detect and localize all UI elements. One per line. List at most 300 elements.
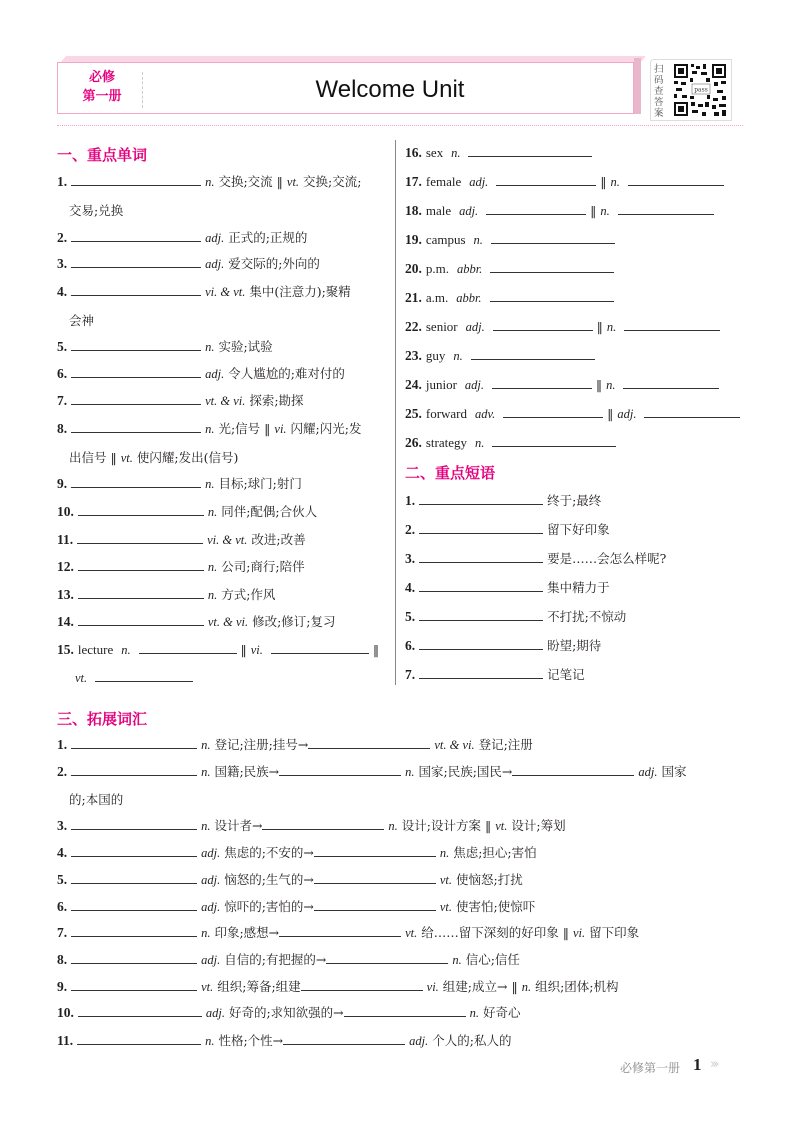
answer-blank[interactable]: [78, 613, 204, 626]
meaning: 印象;感想→: [214, 925, 280, 940]
meaning: 方式;作风: [221, 587, 276, 602]
meaning: 设计者→: [214, 818, 263, 833]
meaning: 要是……会怎么样呢?: [547, 551, 667, 566]
part-of-speech: vi.: [274, 422, 287, 436]
part-of-speech: vi.: [426, 980, 439, 994]
meaning: 组建;成立→: [442, 979, 508, 994]
meaning: 交换;交流;: [303, 174, 362, 189]
part-of-speech: vt.: [495, 819, 508, 833]
part-of-speech: adj.: [201, 900, 221, 914]
item-number: 5.: [57, 872, 68, 887]
meaning: 国家: [661, 764, 687, 779]
part-of-speech: n.: [606, 378, 616, 392]
item-number: 9.: [57, 476, 68, 491]
meaning: 的;本国的: [69, 792, 124, 807]
separator: ‖: [595, 377, 603, 392]
answer-blank[interactable]: [71, 475, 201, 488]
extended-item: [57, 978, 619, 995]
word-item: [57, 338, 273, 355]
answer-blank[interactable]: [301, 978, 423, 991]
item-number: 2.: [405, 522, 416, 537]
answer-blank[interactable]: [78, 586, 204, 599]
word-item-continuation: [69, 311, 94, 329]
headword: female: [425, 174, 462, 189]
answer-blank[interactable]: [279, 924, 401, 937]
part-of-speech: abbr.: [456, 291, 482, 305]
answer-blank[interactable]: [71, 365, 201, 378]
item-number: 6.: [57, 899, 68, 914]
item-number: 1.: [57, 174, 68, 189]
part-of-speech: vi. & vt.: [205, 285, 246, 299]
word-item: [405, 347, 595, 364]
qr-inner-text: pass: [694, 86, 708, 94]
answer-blank[interactable]: [71, 338, 201, 351]
word-item: [405, 144, 592, 161]
separator: ‖: [264, 421, 271, 436]
item-number: 24.: [405, 377, 422, 392]
meaning: 同伴;配偶;合伙人: [221, 504, 318, 519]
part-of-speech: abbr.: [456, 262, 483, 276]
word-item: [57, 613, 336, 630]
phrase-item: [405, 608, 626, 625]
word-item: [405, 260, 614, 277]
item-number: 4.: [57, 284, 68, 299]
meaning: 设计;筹划: [511, 818, 566, 833]
headword: p.m.: [425, 261, 449, 276]
meaning: 使闪耀;发出(信号): [136, 450, 239, 465]
word-item: [57, 531, 306, 548]
item-number: 11.: [57, 1033, 74, 1048]
item-number: 6.: [57, 366, 68, 381]
headword: senior: [425, 319, 458, 334]
meaning: 使害怕;使惊吓: [456, 899, 536, 914]
item-number: 25.: [405, 406, 422, 421]
answer-blank[interactable]: [624, 318, 720, 331]
part-of-speech: adj.: [638, 765, 658, 779]
word-item: [57, 255, 320, 272]
word-item: [405, 434, 616, 451]
meaning: 好奇心: [482, 1005, 521, 1020]
headword: male: [425, 203, 452, 218]
extended-item-continuation: [69, 790, 123, 808]
part-of-speech: n.: [439, 846, 450, 860]
extended-item: [57, 951, 520, 968]
part-of-speech: adj.: [205, 257, 225, 271]
answer-blank[interactable]: [71, 924, 197, 937]
answer-blank[interactable]: [314, 898, 436, 911]
meaning: 留下好印象: [547, 522, 610, 537]
meaning: 实验;试验: [218, 339, 273, 354]
separator: ‖: [590, 203, 597, 218]
word-item: [57, 475, 302, 492]
item-number: 4.: [405, 580, 416, 595]
item-number: 23.: [405, 348, 422, 363]
answer-blank[interactable]: [71, 283, 201, 296]
answer-blank[interactable]: [71, 173, 201, 186]
answer-blank[interactable]: [279, 763, 401, 776]
part-of-speech: n.: [521, 980, 532, 994]
header-dotted-rule: [57, 125, 743, 126]
footer-book-label: 必修第一册: [620, 1061, 681, 1075]
answer-blank[interactable]: [490, 289, 614, 302]
answer-blank[interactable]: [71, 871, 197, 884]
meaning: 留下印象: [589, 925, 640, 940]
meaning: 设计;设计方案: [401, 818, 481, 833]
answer-blank[interactable]: [623, 376, 719, 389]
separator: ‖: [110, 450, 117, 465]
part-of-speech: n.: [207, 588, 218, 602]
meaning: 目标;球门;射门: [218, 476, 302, 491]
section-title-key-phrases: 二、重点短语: [405, 464, 496, 482]
separator: ‖: [372, 642, 380, 657]
word-item: [405, 173, 724, 190]
item-number: 5.: [57, 339, 68, 354]
part-of-speech: n.: [207, 560, 218, 574]
part-of-speech: n.: [610, 175, 620, 189]
answer-blank[interactable]: [419, 521, 543, 534]
volume-line-2: 第一册: [82, 89, 122, 104]
meaning: 国籍;民族→: [214, 764, 280, 779]
extended-item: [57, 844, 537, 861]
meaning: 性格;个性→: [218, 1033, 284, 1048]
answer-blank[interactable]: [419, 637, 543, 650]
item-number: 12.: [57, 559, 74, 574]
word-item: [57, 503, 317, 520]
part-of-speech: adj.: [409, 1034, 429, 1048]
item-number: 13.: [57, 587, 74, 602]
part-of-speech: n.: [474, 436, 485, 450]
meaning: 个人的;私人的: [432, 1033, 512, 1048]
part-of-speech: n.: [452, 953, 462, 967]
extended-item: [57, 817, 566, 834]
item-number: 10.: [57, 504, 74, 519]
item-number: 2.: [57, 764, 68, 779]
part-of-speech: n.: [201, 738, 211, 752]
meaning: 探索;勘探: [249, 393, 304, 408]
phrase-item: [405, 521, 610, 538]
chevrons-right-icon: ›››: [710, 1057, 717, 1072]
meaning: 出信号: [69, 450, 107, 465]
part-of-speech: n.: [600, 204, 610, 218]
item-number: 3.: [405, 551, 416, 566]
meaning: 修改;修订;复习: [252, 614, 336, 629]
word-item: [405, 231, 615, 248]
word-item: [405, 405, 740, 422]
separator: ‖: [484, 818, 492, 833]
meaning: 使恼怒;打扰: [456, 872, 523, 887]
answer-blank[interactable]: [139, 641, 237, 654]
item-number: 11.: [57, 532, 74, 547]
volume-line-1: 必修: [88, 70, 115, 85]
item-number: 14.: [57, 614, 74, 629]
part-of-speech: adj.: [201, 846, 221, 860]
page-number: 1: [693, 1055, 702, 1074]
answer-blank[interactable]: [314, 871, 436, 884]
answer-blank[interactable]: [492, 376, 592, 389]
item-number: 1.: [405, 493, 416, 508]
answer-blank[interactable]: [71, 898, 197, 911]
part-of-speech: vt.: [405, 926, 418, 940]
meaning: 给……留下深刻的好印象: [421, 925, 559, 940]
answer-blank[interactable]: [71, 229, 201, 242]
answer-blank[interactable]: [503, 405, 603, 418]
part-of-speech: n.: [205, 340, 215, 354]
meaning: 爱交际的;外向的: [228, 256, 320, 271]
extended-item: [57, 871, 523, 888]
part-of-speech: n.: [205, 477, 215, 491]
answer-blank[interactable]: [493, 318, 593, 331]
volume-label: [62, 68, 142, 106]
page-title: Welcome Unit: [315, 76, 465, 103]
word-item-continuation: [75, 669, 193, 686]
meaning: 终于;最终: [547, 493, 602, 508]
meaning: 闪耀;闪光;发: [290, 421, 362, 436]
meaning: 光;信号: [218, 421, 261, 436]
word-item-continuation: [69, 201, 123, 219]
item-number: 16.: [405, 145, 422, 160]
meaning: 惊吓的;害怕的→: [224, 899, 314, 914]
meaning: 盼望;期待: [547, 638, 602, 653]
answer-blank[interactable]: [71, 255, 201, 268]
word-item: [57, 392, 304, 409]
column-divider: [395, 140, 396, 685]
meaning: 组织;团体;机构: [535, 979, 619, 994]
headword: lecture: [77, 642, 114, 657]
headword: guy: [425, 348, 446, 363]
word-item: [405, 202, 714, 219]
answer-blank[interactable]: [419, 579, 543, 592]
answer-blank[interactable]: [419, 608, 543, 621]
part-of-speech: adj.: [205, 1006, 225, 1020]
item-number: 1.: [57, 737, 68, 752]
answer-blank[interactable]: [71, 736, 197, 749]
meaning: 好奇的;求知欲强的→: [228, 1005, 344, 1020]
item-number: 5.: [405, 609, 416, 624]
word-item: [57, 173, 361, 190]
item-number: 22.: [405, 319, 422, 334]
part-of-speech: adj.: [469, 175, 489, 189]
part-of-speech: n.: [201, 819, 211, 833]
headword: sex: [425, 145, 444, 160]
section-title-key-words: 一、重点单词: [57, 146, 148, 164]
extended-item: [57, 924, 639, 941]
extended-item: [57, 1004, 520, 1021]
item-number: 4.: [57, 845, 68, 860]
meaning: 不打扰;不惊动: [547, 609, 627, 624]
item-number: 19.: [405, 232, 422, 247]
item-number: 8.: [57, 952, 68, 967]
item-number: 6.: [405, 638, 416, 653]
part-of-speech: adj.: [201, 873, 221, 887]
separator: ‖: [276, 174, 283, 189]
part-of-speech: n.: [121, 643, 131, 657]
answer-blank[interactable]: [490, 260, 614, 273]
answer-blank[interactable]: [344, 1004, 466, 1017]
answer-blank[interactable]: [95, 669, 193, 682]
answer-blank[interactable]: [512, 763, 634, 776]
separator: ‖: [596, 319, 603, 334]
meaning: 会神: [69, 313, 95, 328]
item-number: 7.: [57, 925, 68, 940]
answer-blank[interactable]: [71, 763, 197, 776]
item-number: 3.: [57, 256, 68, 271]
answer-blank[interactable]: [77, 1032, 201, 1045]
meaning: 公司;商行;陪伴: [221, 559, 305, 574]
part-of-speech: vt.: [75, 671, 88, 685]
part-of-speech: vt. & vi.: [434, 738, 475, 752]
part-of-speech: n.: [205, 422, 215, 436]
item-number: 7.: [57, 393, 68, 408]
answer-blank[interactable]: [496, 173, 596, 186]
word-item: [57, 420, 361, 437]
phrase-item: [405, 550, 666, 567]
part-of-speech: n.: [453, 349, 463, 363]
meaning: 改进;改善: [251, 532, 306, 547]
answer-blank[interactable]: [271, 641, 369, 654]
part-of-speech: vt.: [439, 873, 453, 887]
answer-blank[interactable]: [71, 951, 197, 964]
meaning: 交换;交流: [218, 174, 273, 189]
answer-blank[interactable]: [628, 173, 724, 186]
part-of-speech: adj.: [201, 953, 221, 967]
word-item: [57, 283, 351, 300]
answer-blank[interactable]: [283, 1032, 405, 1045]
part-of-speech: n.: [205, 1034, 215, 1048]
part-of-speech: adj.: [459, 204, 479, 218]
meaning: 集中精力于: [547, 580, 610, 595]
answer-blank[interactable]: [78, 1004, 202, 1017]
part-of-speech: n.: [451, 146, 461, 160]
answer-blank[interactable]: [78, 503, 204, 516]
part-of-speech: vt.: [439, 900, 453, 914]
item-number: 20.: [405, 261, 422, 276]
answer-blank[interactable]: [308, 736, 430, 749]
part-of-speech: n.: [207, 505, 218, 519]
answer-blank[interactable]: [262, 817, 384, 830]
answer-blank[interactable]: [326, 951, 448, 964]
qr-code-icon[interactable]: [672, 62, 728, 118]
part-of-speech: vi.: [250, 643, 263, 657]
meaning: 焦虑;担心;害怕: [453, 845, 537, 860]
part-of-speech: adj.: [465, 320, 485, 334]
answer-blank[interactable]: [471, 347, 595, 360]
part-of-speech: adj.: [205, 367, 225, 381]
answer-blank[interactable]: [78, 558, 204, 571]
item-number: 2.: [57, 230, 68, 245]
answer-blank[interactable]: [71, 392, 201, 405]
word-item: [57, 641, 379, 658]
meaning: 正式的;正规的: [228, 230, 308, 245]
item-number: 8.: [57, 421, 68, 436]
answer-blank[interactable]: [77, 531, 203, 544]
word-item: [57, 365, 345, 382]
answer-blank[interactable]: [468, 144, 592, 157]
answer-blank[interactable]: [71, 978, 197, 991]
part-of-speech: vt.: [201, 980, 214, 994]
answer-blank[interactable]: [314, 844, 436, 857]
word-item: [57, 229, 307, 246]
part-of-speech: n.: [606, 320, 617, 334]
headword: a.m.: [425, 290, 449, 305]
separator: ‖: [562, 925, 570, 940]
answer-blank[interactable]: [419, 550, 543, 563]
part-of-speech: vt. & vi.: [205, 394, 246, 408]
part-of-speech: adj.: [205, 231, 225, 245]
answer-blank[interactable]: [419, 492, 543, 505]
item-number: 18.: [405, 203, 422, 218]
part-of-speech: n.: [201, 926, 211, 940]
part-of-speech: vt. & vi.: [207, 615, 249, 629]
item-number: 10.: [57, 1005, 74, 1020]
part-of-speech: vt.: [286, 175, 300, 189]
phrase-item: [405, 666, 585, 683]
meaning: 集中(注意力);聚精: [249, 284, 351, 299]
item-number: 3.: [57, 818, 68, 833]
part-of-speech: n.: [201, 765, 211, 779]
word-item: [57, 558, 305, 575]
answer-blank[interactable]: [71, 817, 197, 830]
extended-item: [57, 763, 686, 780]
part-of-speech: vt.: [120, 451, 133, 465]
answer-blank[interactable]: [644, 405, 740, 418]
extended-item: [57, 898, 535, 915]
header-decor-side: [634, 58, 641, 114]
qr-label: 扫码查答案: [654, 64, 664, 119]
item-number: 21.: [405, 290, 422, 305]
meaning: 国家;民族;国民→: [418, 764, 513, 779]
answer-blank[interactable]: [71, 420, 201, 433]
part-of-speech: adj.: [464, 378, 484, 392]
meaning: 记笔记: [547, 667, 585, 682]
part-of-speech: n.: [473, 233, 483, 247]
separator: ‖: [600, 174, 607, 189]
word-item: [405, 289, 614, 306]
item-number: 17.: [405, 174, 422, 189]
part-of-speech: n.: [205, 175, 215, 189]
meaning: 组织;筹备;组建: [217, 979, 301, 994]
answer-blank[interactable]: [419, 666, 543, 679]
meaning: 登记;注册: [478, 737, 533, 752]
extended-item: [57, 736, 533, 753]
meaning: 信心;信任: [465, 952, 520, 967]
part-of-speech: n.: [405, 765, 415, 779]
phrase-item: [405, 492, 601, 509]
headword: strategy: [425, 435, 468, 450]
separator: ‖: [607, 406, 614, 421]
part-of-speech: adv.: [474, 407, 496, 421]
meaning: 自信的;有把握的→: [224, 952, 327, 967]
section-title-extended-vocab: 三、拓展词汇: [57, 710, 148, 728]
word-item: [57, 586, 275, 603]
word-item-continuation: [69, 448, 238, 466]
answer-blank[interactable]: [492, 434, 616, 447]
part-of-speech: adj.: [617, 407, 637, 421]
meaning: 交易;兑换: [69, 203, 124, 218]
phrase-item: [405, 637, 601, 654]
header-divider: [142, 72, 143, 108]
answer-blank[interactable]: [491, 231, 615, 244]
answer-blank[interactable]: [71, 844, 197, 857]
headword: campus: [425, 232, 466, 247]
separator: ‖: [240, 642, 247, 657]
meaning: 焦虑的;不安的→: [224, 845, 314, 860]
answer-blank[interactable]: [618, 202, 714, 215]
item-number: 9.: [57, 979, 68, 994]
answer-blank[interactable]: [486, 202, 586, 215]
extended-item: [57, 1032, 511, 1049]
part-of-speech: vi.: [573, 926, 586, 940]
part-of-speech: n.: [388, 819, 398, 833]
